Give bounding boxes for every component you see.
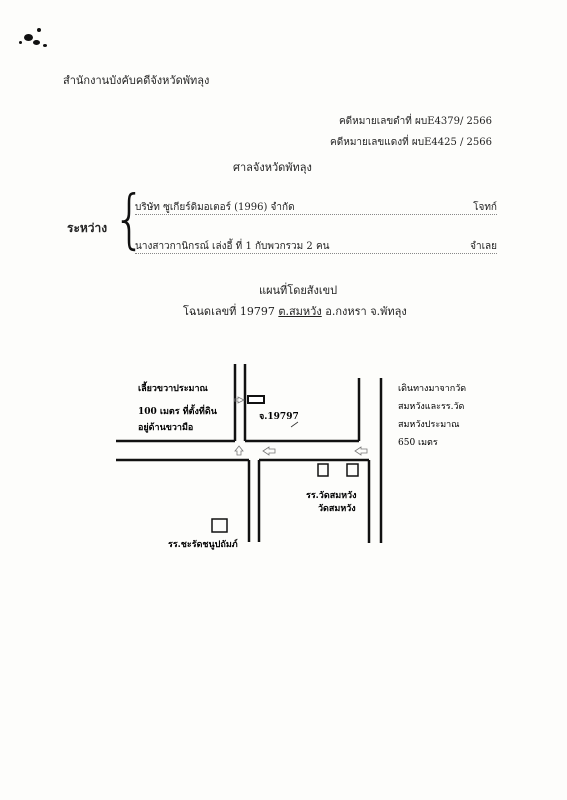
deed-subdistrict: ต.สมหวัง: [278, 305, 322, 318]
school2-building: [212, 519, 227, 532]
turn-note-line: เลี้ยวขวาประมาณ: [138, 384, 208, 394]
deed-number: โฉนดเลขที่ 19797: [183, 305, 275, 318]
route-note-line: เดินทางมาจากวัด: [398, 384, 467, 394]
turn-note-line: 100 เมตร ที่ตั้งที่ดิน: [138, 407, 217, 417]
temple-label: วัดสมหวัง: [318, 504, 356, 514]
arrow-left-icon: [355, 447, 367, 455]
route-note-line: สมหวังประมาณ: [398, 420, 460, 430]
red-case-number: คดีหมายเลขแดงที่ ผบE4425 / 2566: [330, 137, 492, 148]
route-note: [398, 383, 466, 448]
turn-note-line: อยู่ด้านขวามือ: [138, 423, 194, 433]
parcel-pointer: [291, 422, 298, 427]
school-label: รร.วัดสมหวัง: [306, 491, 357, 501]
defendant-name: นางสาวกานิกรณ์ เล่งอี้ ที่ 1 กับพวกรวม 2 คน: [135, 241, 330, 252]
court-name: ศาลจังหวัดพัทลุง: [233, 161, 312, 174]
map-title: แผนที่โดยสังเขป: [259, 284, 338, 297]
arrow-up-icon: [235, 446, 243, 455]
enforcement-office-title: สำนักงานบังคับคดีจังหวัดพัทลุง: [63, 74, 210, 87]
plaintiff-role: โจทก์: [473, 202, 497, 213]
parcel-marker: [248, 396, 264, 403]
school2-label: รร.ชะรัดชนูปถัมภ์: [168, 540, 238, 550]
brace-symbol: {: [113, 183, 146, 257]
route-note-line: สมหวังและรร.วัด: [398, 402, 465, 412]
parcel-label: จ.19797: [259, 412, 299, 422]
black-case-number: คดีหมายเลขดำที่ ผบE4379/ 2566: [338, 116, 492, 127]
deed-district: อ.กงหรา จ.พัทลุง: [325, 305, 407, 318]
route-note-line: 650 เมตร: [398, 438, 438, 448]
turn-note: [138, 381, 218, 433]
plaintiff-name: บริษัท ซูเกียร์ดิมอเตอร์ (1996) จำกัด: [135, 202, 295, 213]
direction-arrows: [234, 397, 367, 455]
arrow-left-icon: [263, 447, 275, 455]
defendant-role: จำเลย: [470, 241, 497, 252]
school-building: [318, 464, 328, 476]
between-label: ระหว่าง: [67, 221, 108, 235]
temple-building: [347, 464, 358, 476]
